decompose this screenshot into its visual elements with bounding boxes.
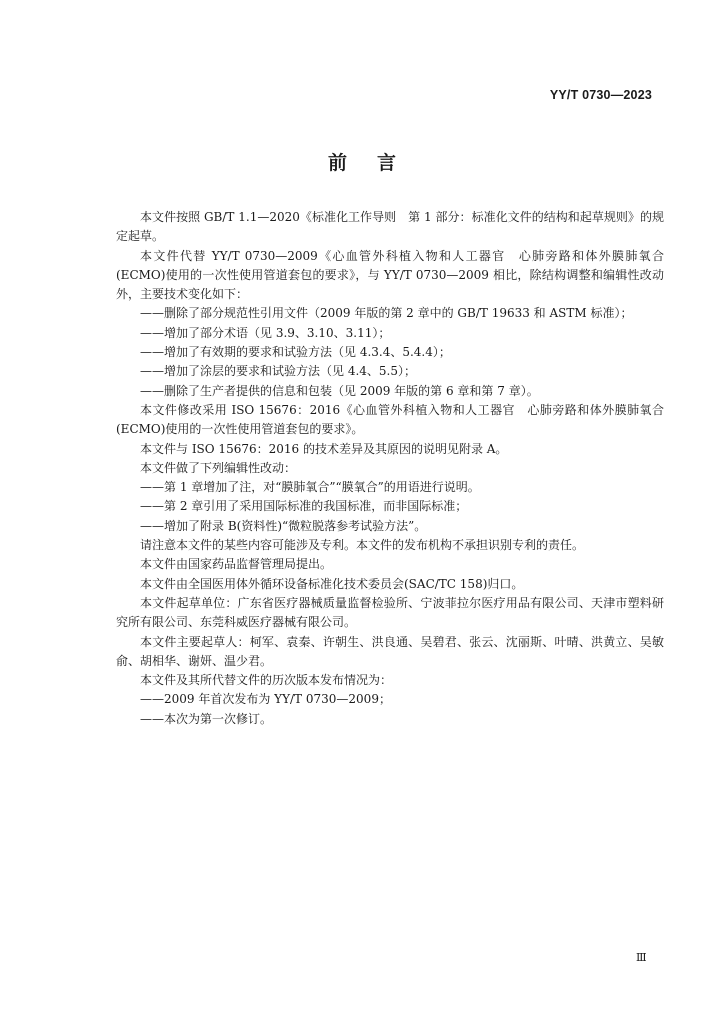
foreword-body	[116, 208, 664, 729]
paragraph-technical-differences: 本文件与 ISO 15676：2016 的技术差异及其原因的说明见附录 A。	[140, 441, 508, 456]
change-item: ——增加了有效期的要求和试验方法（见 4.3.4、5.4.4）；	[140, 345, 451, 360]
paragraph-drafters: 本文件主要起草人：柯军、袁秦、许朝生、洪良通、吴碧君、张云、沈丽斯、叶晴、洪黄立、吴敏俞、胡相华、谢妍、温少君。	[116, 634, 664, 668]
paragraph-replaces: 本文件代替 YY/T 0730—2009《心血管外科植入物和人工器官 心肺旁路和体外膜肺氧合(ECMO)使用的一次性使用管道套包的要求》，与 YY/T 0730—2009 相比，除结构调整和编辑性改动外，主要技术变化如下：	[116, 248, 664, 302]
change-item: ——增加了部分术语（见 3.9、3.10、3.11）；	[140, 325, 391, 340]
change-item: ——删除了部分规范性引用文件（2009 年版的第 2 章中的 GB/T 19633 和 ASTM 标准）；	[140, 306, 633, 321]
history-item: ——2009 年首次发布为 YY/T 0730—2009；	[140, 692, 391, 707]
document-code: YY/T 0730—2023	[549, 88, 652, 102]
paragraph-drafting-units: 本文件起草单位：广东省医疗器械质量监督检验所、宁波菲拉尔医疗用品有限公司、天津市塑料研究所有限公司、东莞科威医疗器械有限公司。	[116, 595, 664, 630]
paragraph-editorial-changes: 本文件做了下列编辑性改动：	[140, 460, 297, 475]
paragraph-patent-notice: 请注意本文件的某些内容可能涉及专利。本文件的发布机构不承担识别专利的责任。	[140, 538, 585, 553]
paragraph-proposed-by: 本文件由国家药品监督管理局提出。	[140, 557, 333, 572]
editorial-item: ——第 2 章引用了采用国际标准的我国标准，而非国际标准；	[140, 499, 468, 514]
page-title: 前言	[327, 152, 426, 174]
paragraph-drafting-rules: 本文件按照 GB/T 1.1—2020《标准化工作导则 第 1 部分：标准化文件的结构和起草规则》的规定起草。	[116, 210, 664, 244]
change-item: ——增加了涂层的要求和试验方法（见 4.4、5.5）；	[140, 364, 416, 379]
paragraph-version-history: 本文件及其所代替文件的历次版本发布情况为：	[140, 673, 393, 688]
page-number: Ⅲ	[636, 951, 647, 964]
change-item: ——删除了生产者提供的信息和包装（见 2009 年版的第 6 章和第 7 章）。	[140, 383, 539, 398]
editorial-item: ——增加了附录 B(资料性)“微粒脱落参考试验方法”。	[140, 518, 427, 533]
paragraph-centralized-by: 本文件由全国医用体外循环设备标准化技术委员会(SAC/TC 158)归口。	[140, 576, 524, 591]
history-item: ——本次为第一次修订。	[140, 711, 273, 726]
paragraph-adoption: 本文件修改采用 ISO 15676：2016《心血管外科植入物和人工器官 心肺旁路和体外膜肺氧合(ECMO)使用的一次性使用管道套包的要求》。	[116, 402, 664, 437]
editorial-item: ——第 1 章增加了注，对“膜肺氧合”“膜氧合”的用语进行说明。	[140, 480, 480, 495]
